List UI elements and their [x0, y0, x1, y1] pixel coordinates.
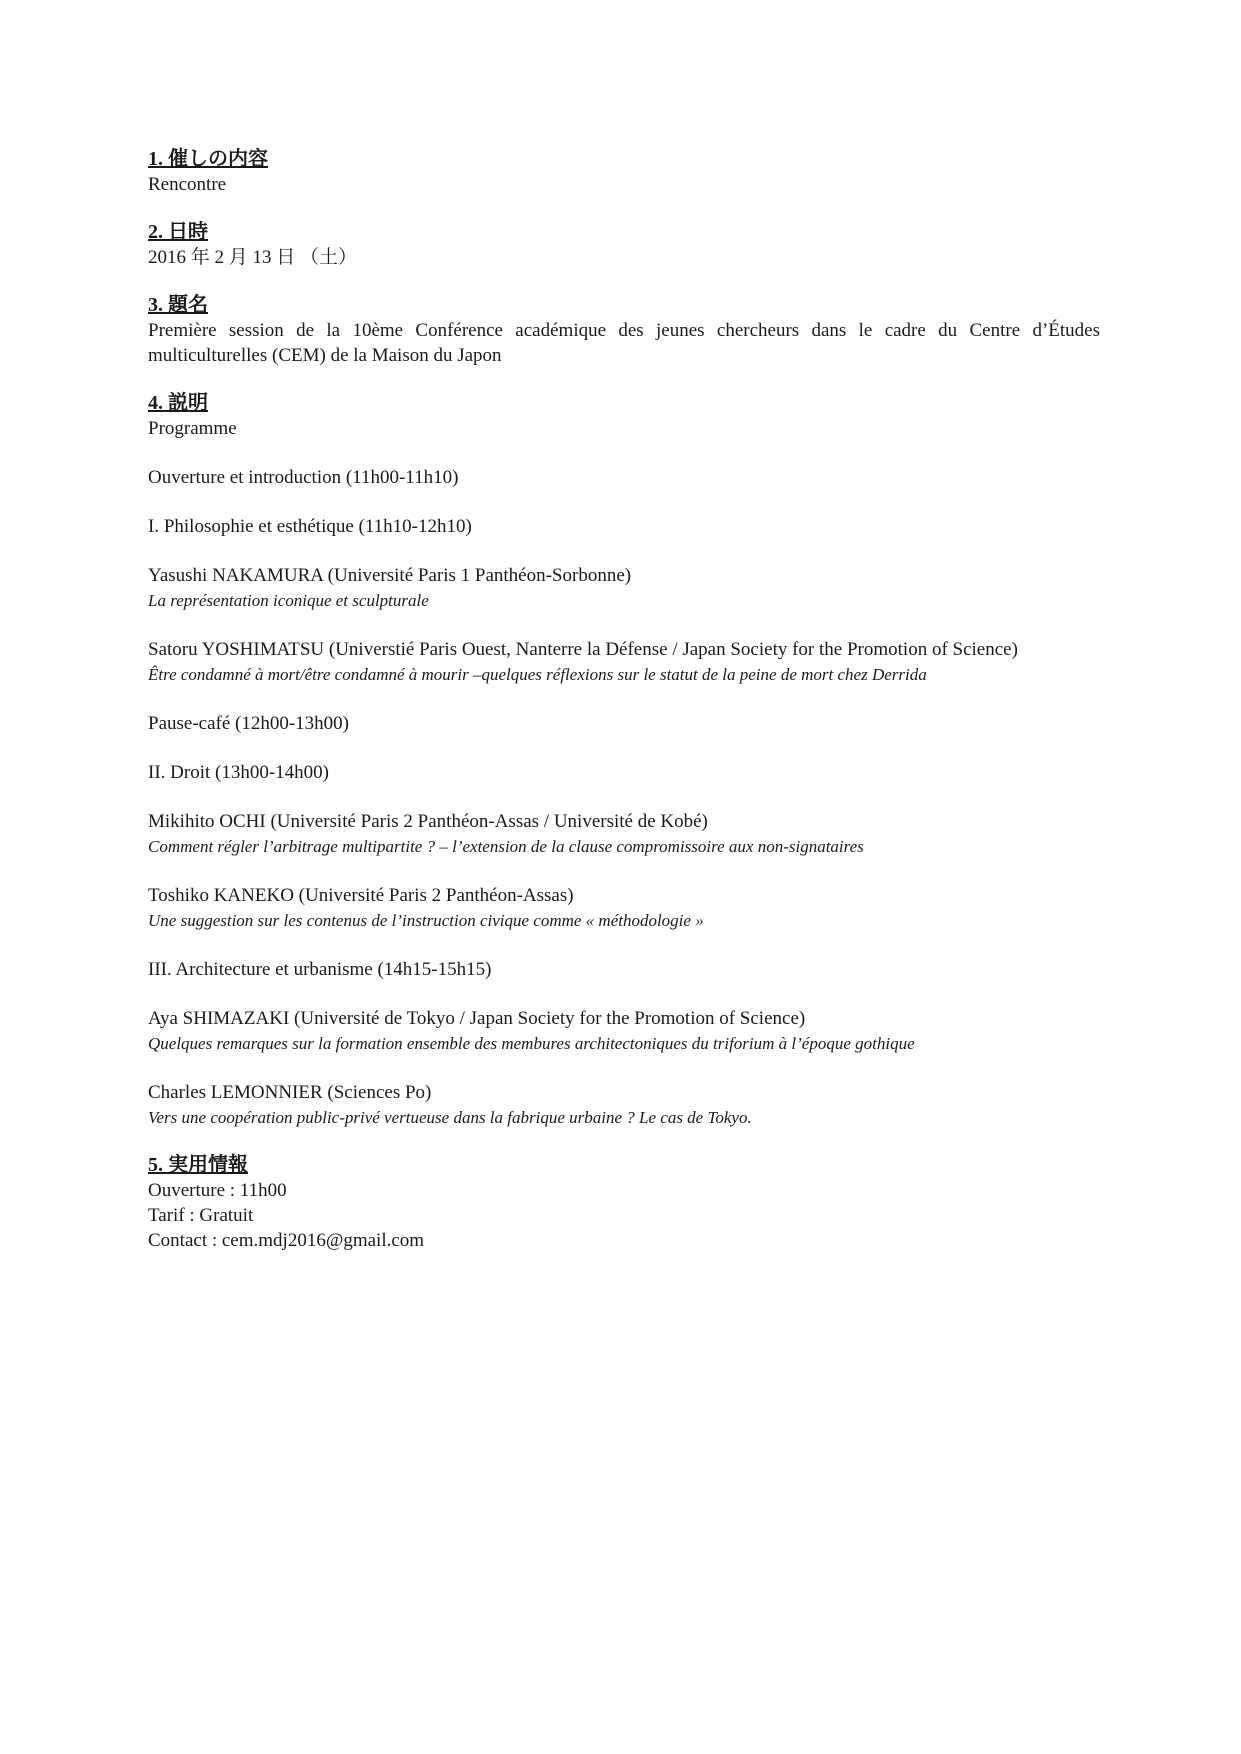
- contact-email: Contact : cem.mdj2016@gmail.com: [148, 1230, 425, 1251]
- section-heading: 1. 催しの内容: [148, 148, 268, 170]
- talk-title: La représentation iconique et sculpturale: [148, 591, 429, 610]
- section-heading: 4. 説明: [148, 392, 208, 414]
- document-page: [148, 146, 1100, 1275]
- talk-title: Comment régler l’arbitrage multipartite ? – l’extension de la clause compromissoire aux non-signataires: [148, 837, 864, 856]
- speaker: Aya SHIMAZAKI (Université de Tokyo / Japan Society for the Promotion of Science): [148, 1008, 806, 1029]
- talk-title: Être condamné à mort/être condamné à mourir –quelques réflexions sur le statut de la peine de mort chez Derrida: [148, 665, 927, 684]
- programme-opening: [148, 465, 1100, 490]
- talk-item: [148, 1006, 1100, 1056]
- speaker: Satoru YOSHIMATSU (Universtié Paris Ouest, Nanterre la Défense / Japan Society for the Promotion of Science): [148, 639, 1018, 660]
- speaker: Yasushi NAKAMURA (Université Paris 1 Panthéon-Sorbonne): [148, 565, 632, 586]
- opening-text: Ouverture et introduction (11h00-11h10): [148, 467, 459, 488]
- talk-title: Vers une coopération public-privé vertueuse dans la fabrique urbaine ? Le cas de Tokyo.: [148, 1108, 752, 1127]
- talk-title: Une suggestion sur les contenus de l’instruction civique comme « méthodologie »: [148, 911, 704, 930]
- opening-time: Ouverture : 11h00: [148, 1180, 287, 1201]
- programme-label: Programme: [148, 418, 237, 439]
- part-heading: I. Philosophie et esthétique (11h10-12h10): [148, 516, 472, 537]
- talk-title: Quelques remarques sur la formation ensemble des membures architectoniques du triforium à l’époque gothique: [148, 1034, 915, 1053]
- talk-item: [148, 637, 1100, 687]
- event-type-text: Rencontre: [148, 174, 227, 195]
- part-heading: II. Droit (13h00-14h00): [148, 762, 329, 783]
- programme-part-3: [148, 957, 1100, 982]
- section-heading: 2. 日時: [148, 221, 208, 243]
- talk-item: [148, 1080, 1100, 1130]
- section-practical-info: [148, 1152, 1100, 1253]
- talk-item: [148, 809, 1100, 859]
- section-title: [148, 292, 1100, 368]
- speaker: Mikihito OCHI (Université Paris 2 Panthéon-Assas / Université de Kobé): [148, 811, 708, 832]
- programme-part-1: [148, 514, 1100, 539]
- talk-item: [148, 563, 1100, 613]
- speaker: Charles LEMONNIER (Sciences Po): [148, 1082, 432, 1103]
- section-heading: 5. 実用情報: [148, 1154, 248, 1176]
- event-date-text: 2016 年 2 月 13 日 （土）: [148, 247, 358, 268]
- programme-part-2: [148, 760, 1100, 785]
- price: Tarif : Gratuit: [148, 1205, 254, 1226]
- programme-pause: [148, 711, 1100, 736]
- talk-item: [148, 883, 1100, 933]
- part-heading: III. Architecture et urbanisme (14h15-15h15): [148, 959, 492, 980]
- section-date: [148, 219, 1100, 270]
- event-title-text: Première session de la 10ème Conférence académique des jeunes chercheurs dans le cadre du Centre d’Études multiculturelles (CEM) de la Maison du Japon: [148, 320, 1100, 366]
- section-description: [148, 390, 1100, 1130]
- pause-text: Pause-café (12h00-13h00): [148, 713, 350, 734]
- section-event-type: [148, 146, 1100, 197]
- speaker: Toshiko KANEKO (Université Paris 2 Panthéon-Assas): [148, 885, 574, 906]
- section-heading: 3. 題名: [148, 294, 208, 316]
